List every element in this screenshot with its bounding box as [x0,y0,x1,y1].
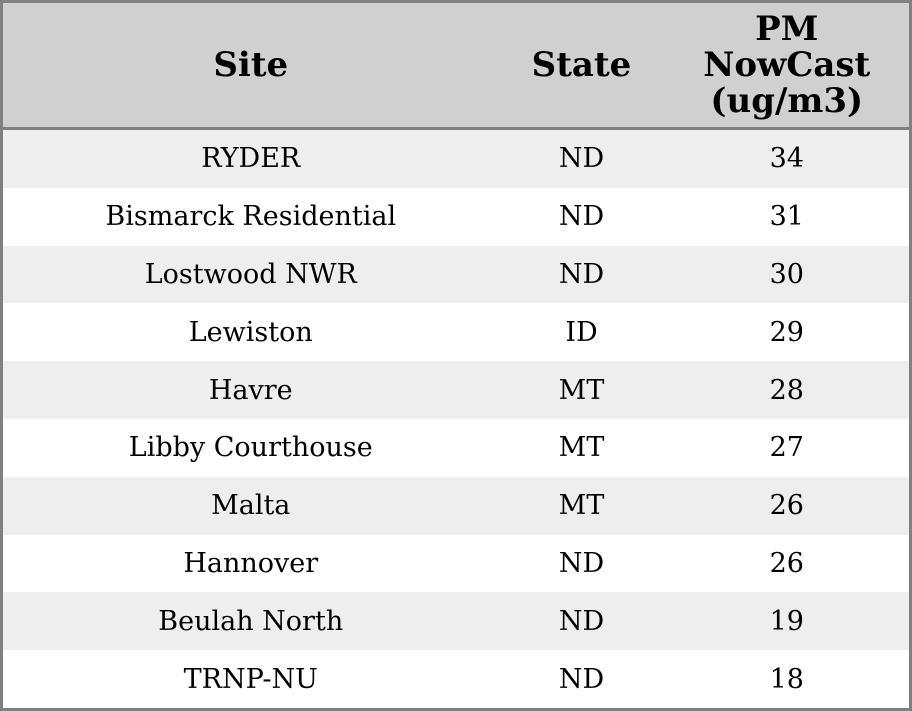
site-cell: Lostwood NWR [144,258,357,290]
col-header-pm-nowcast [665,2,911,129]
site-cell: Hannover [183,547,319,579]
pm-value-cell: 26 [769,547,804,579]
pm-value-cell: 19 [769,605,804,637]
pm-value-cell: 27 [769,432,804,464]
site-cell: Beulah North [158,605,344,637]
site-cell: Havre [208,374,293,406]
col-header-state: State [499,2,665,129]
col-header-pm-nowcast-label: PM NowCast (ug/m3) [703,9,871,121]
pm-value-cell: 29 [769,316,804,348]
pm-value-cell: 28 [769,374,804,406]
col-header-site: Site [2,2,499,129]
state-cell: ND [558,605,605,637]
pm-value-cell: 34 [769,143,804,175]
table-row [2,361,911,419]
table-row [2,592,911,650]
pm-value-cell: 31 [769,201,804,233]
state-cell: ND [558,201,605,233]
table-body [2,129,911,710]
pm-value-cell: 26 [769,490,804,522]
table-row [2,650,911,709]
table-row [2,419,911,477]
table-row [2,535,911,593]
site-cell: Lewiston [188,316,313,348]
site-cell: Bismarck Residential [105,201,397,233]
table-row [2,303,911,361]
state-cell: ID [565,316,598,348]
table-row [2,246,911,304]
pm-value-cell: 30 [769,258,804,290]
pm-value-cell: 18 [769,663,804,695]
state-cell: MT [558,432,605,464]
state-cell: ND [558,663,605,695]
table-row [2,129,911,188]
table-row [2,188,911,246]
site-cell: RYDER [201,143,301,175]
table-header-row [2,2,911,129]
site-cell: TRNP-NU [183,663,318,695]
state-cell: ND [558,143,605,175]
state-cell: MT [558,374,605,406]
site-cell: Malta [211,490,291,522]
state-cell: ND [558,547,605,579]
site-cell: Libby Courthouse [128,432,373,464]
table-row [2,477,911,535]
state-cell: ND [558,258,605,290]
state-cell: MT [558,490,605,522]
